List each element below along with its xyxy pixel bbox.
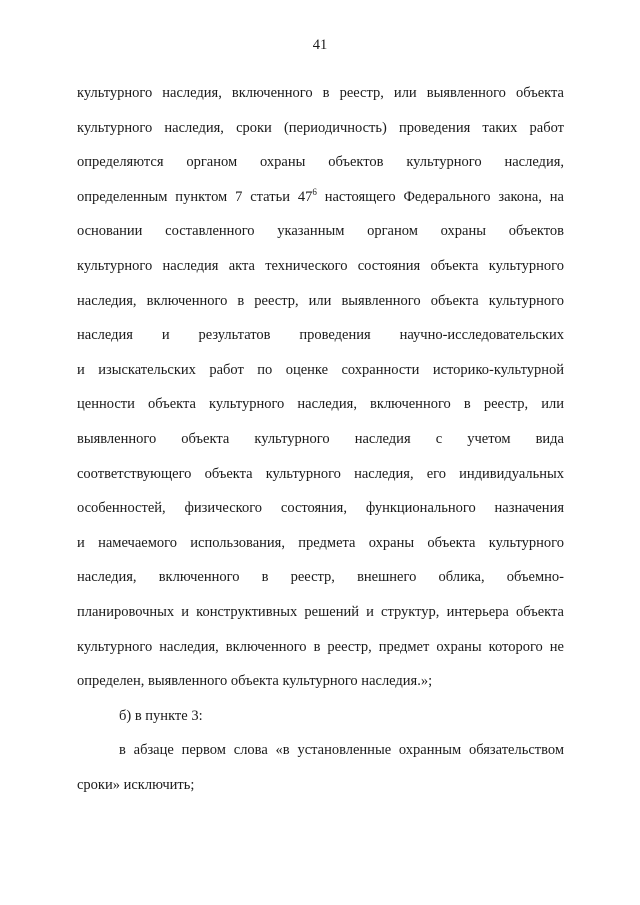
text-line: культурного наследия, включенного в реестр, предмет охраны которого не (77, 638, 564, 655)
text-line: наследия, включенного в реестр, внешнего облика, объемно- (77, 569, 564, 586)
document-body (77, 76, 564, 802)
text-line: основании составленного указанным органом охраны объектов (77, 223, 564, 240)
text-line: и намечаемого использования, предмета охраны объекта культурного (77, 534, 564, 551)
text-line: особенностей, физического состояния, функционального назначения (77, 500, 564, 517)
text-line: планировочных и конструктивных решений и структур, интерьера объекта (77, 603, 564, 620)
text-line-with-superscript (77, 180, 564, 215)
text-line: культурного наследия, включенного в реестр, или выявленного объекта (77, 85, 564, 101)
text-line: б) в пункте 3: (119, 707, 203, 724)
text-line: культурного наследия, сроки (периодичность) проведения таких работ (77, 119, 564, 136)
text-line: определен, выявленного объекта культурного наследия.»; (77, 673, 433, 690)
text-fragment: настоящего Федерального закона, на (316, 188, 564, 205)
text-line: выявленного объекта культурного наследия с учетом вида (77, 430, 564, 447)
text-line: сроки» исключить; (77, 776, 195, 793)
text-line: соответствующего объекта культурного наследия, его индивидуальных (77, 465, 564, 482)
text-line: ценности объекта культурного наследия, включенного в реестр, или (77, 396, 564, 413)
text-line: наследия и результатов проведения научно-исследовательских (77, 327, 564, 344)
text-line: наследия, включенного в реестр, или выявленного объекта культурного (77, 292, 564, 309)
text-fragment: определенным пунктом 7 статьи 47 (77, 188, 313, 205)
superscript: 6 (312, 186, 317, 197)
text-line: в абзаце первом слова «в установленные охранным обязательством (119, 742, 564, 759)
page-number: 41 (312, 37, 328, 53)
text-line: культурного наследия акта технического состояния объекта культурного (77, 257, 564, 274)
text-line: определяются органом охраны объектов культурного наследия, (77, 154, 564, 171)
text-line: и изыскательских работ по оценке сохранности историко-культурной (77, 361, 564, 378)
